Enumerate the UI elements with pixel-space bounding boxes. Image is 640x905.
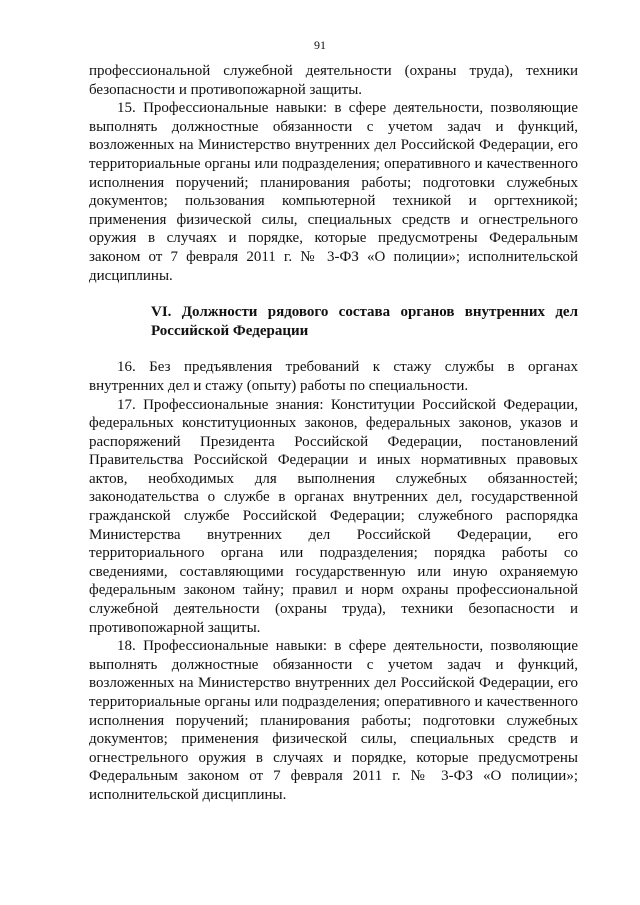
- paragraph-15: 15. Профессиональные навыки: в сфере деятельности, позволяющие выполнять должностные обязанности с учетом задач и функций, возложенных на Министерство внутренних дел Российской Федерации, его территориальные органы или подразделения; оперативного и качественного исполнения поручений; планирования работы; подготовки служебных документов; пользования компьютерной техникой и оргтехникой; применения физической силы, специальных средств и огнестрельного оружия в случаях и порядке, которые предусмотрены Федеральным законом от 7 февраля 2011 г. № 3-ФЗ «О полиции»; исполнительской дисциплины.: [89, 100, 578, 284]
- paragraph-continuation: профессиональной служебной деятельности (охраны труда), техники безопасности и противопожарной защиты.: [89, 63, 578, 98]
- page-number: 91: [314, 38, 326, 52]
- section-heading: VI. Должности рядового состава органов внутренних дел Российской Федерации: [151, 304, 578, 339]
- paragraph-16: 16. Без предъявления требований к стажу службы в органах внутренних дел и стажу (опыту) работы по специальности.: [89, 359, 578, 394]
- document-body: [89, 62, 578, 805]
- paragraph-17: 17. Профессиональные знания: Конституции Российской Федерации, федеральных конституционных законов, федеральных законов, указов и распоряжений Президента Российской Федерации, постановлений Правительства Российской Федерации и иных нормативных правовых актов, необходимых для выполнения служебных обязанностей; законодательства о службе в органах внутренних дел, государственной гражданской службе Российской Федерации; служебного распорядка Министерства внутренних дел Российской Федерации, его территориального органа или подразделения; порядка работы со сведениями, составляющими государственную или иную охраняемую федеральным законом тайну; правил и норм охраны профессиональной служебной деятельности (охраны труда), техники безопасности и противопожарной защиты.: [89, 396, 578, 636]
- paragraph-18: 18. Профессиональные навыки: в сфере деятельности, позволяющие выполнять должностные обязанности с учетом задач и функций, возложенных на Министерство внутренних дел Российской Федерации, его территориальные органы или подразделения; оперативного и качественного исполнения поручений; планирования работы; подготовки служебных документов; применения физической силы, специальных средств и огнестрельного оружия в случаях и порядке, которые предусмотрены Федеральным законом от 7 февраля 2011 г. № 3-ФЗ «О полиции»; исполнительской дисциплины.: [89, 638, 578, 803]
